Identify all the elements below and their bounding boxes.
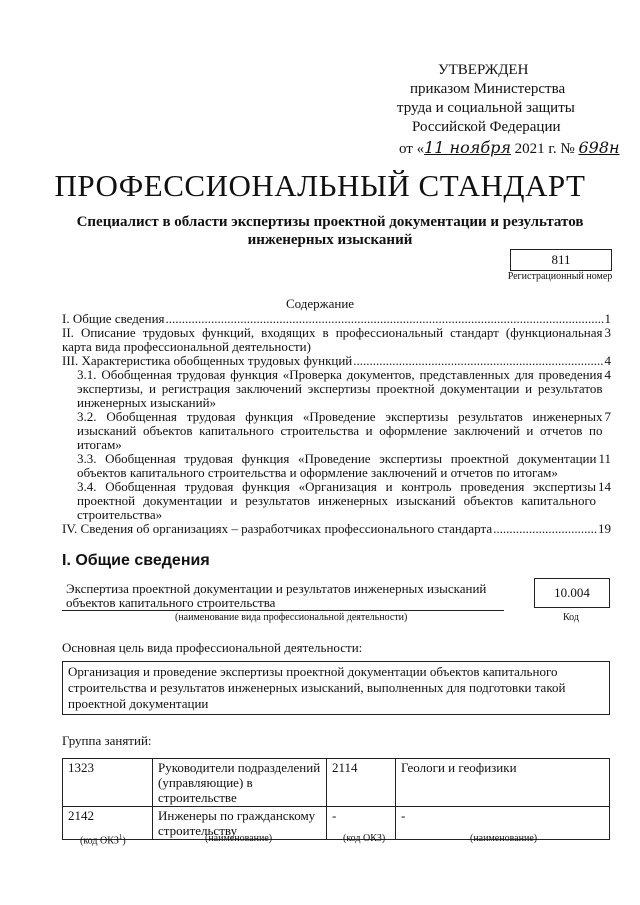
toc-entry-page: 4 <box>604 353 611 368</box>
standard-name: Специалист в области экспертизы проектной документации и результатов инженерных изысканий <box>76 214 584 248</box>
toc-heading: Содержание <box>285 296 355 311</box>
activity-caption: (наименование вида профессиональной деятельности) <box>175 612 408 623</box>
okz-code: 2142 <box>63 807 153 840</box>
toc-entry[interactable] <box>62 452 611 480</box>
toc-entry-page: 7 <box>604 409 611 424</box>
okz-code: 2114 <box>327 759 396 807</box>
toc-entry-text: I. Общие сведения <box>62 311 165 326</box>
toc-entry-text: IV. Сведения об организациях – разработчиках профессионального стандарта <box>62 521 493 536</box>
toc-entry-text: 3.3. Обобщенная трудовая функция «Проведение экспертизы проектной документации объектов капитального строительства и оформление заключений и отчетов по итогам» <box>77 451 597 480</box>
date-middle: 2021 г. № <box>510 141 575 157</box>
occupation-name: Геологи и геофизики <box>396 759 610 807</box>
approval-line-1: приказом Министерства <box>410 81 566 97</box>
occupation-name: Инженеры по гражданскому строительству <box>153 807 327 840</box>
toc-entry[interactable] <box>62 368 611 410</box>
okz-code: 1323 <box>63 759 153 807</box>
toc-entry[interactable] <box>62 480 611 522</box>
toc-entry-page: 1 <box>604 311 611 326</box>
handwritten-date: 11 ноября <box>424 138 511 157</box>
table-of-contents <box>62 312 611 536</box>
activity-kind: Экспертиза проектной документации и результатов инженерных изысканий объектов капитального строительства <box>66 581 487 610</box>
toc-entry-text: 3.1. Обобщенная трудовая функция «Проверка документов, представленных для проведения экспертизы, и регистрация заключений экспертизы проектной документации и результатов инженерных изысканий» <box>77 367 603 410</box>
goal-text: Организация и проведение экспертизы проектной документации объектов капитального строительства и результатов инженерных изысканий, выполненных для подготовки такой проектной документации <box>62 661 610 715</box>
section-heading: I. Общие сведения <box>62 552 210 569</box>
toc-entry[interactable] <box>62 354 611 368</box>
activity-code: 10.004 <box>534 578 610 608</box>
caption-name-2: (наименование) <box>470 833 538 844</box>
approval-title: УТВЕРЖДЕН <box>438 62 529 78</box>
toc-entry-page: 4 <box>604 367 611 382</box>
goal-label: Основная цель вида профессиональной деятельности: <box>62 640 363 655</box>
toc-entry-page: 11 <box>598 451 611 466</box>
caption-code-1: (код ОКЗ$^1$) <box>80 833 126 847</box>
approval-line-3: Российской Федерации <box>412 119 561 135</box>
approval-date-line <box>399 138 620 158</box>
occupation-name: - <box>396 807 610 840</box>
toc-entry-page: 3 <box>604 325 611 340</box>
okz-code: - <box>327 807 396 840</box>
registration-caption: Регистрационный номер <box>507 271 613 282</box>
toc-entry[interactable] <box>62 326 611 354</box>
toc-entry-page: 14 <box>598 479 611 494</box>
toc-entry-text: 3.2. Обобщенная трудовая функция «Проведение экспертизы результатов инженерных изысканий объектов капитального строительства и оформление заключений и отчетов по итогам» <box>77 409 603 452</box>
activity-underline <box>62 610 504 611</box>
toc-entry[interactable] <box>62 522 611 536</box>
date-prefix: от « <box>399 141 425 157</box>
caption-code-2: (код ОКЗ) <box>343 833 386 844</box>
toc-entry-text: III. Характеристика обобщенных трудовых функций <box>62 353 353 368</box>
toc-entry-text: 3.4. Обобщенная трудовая функция «Организация и контроль проведения экспертизы проектной документации и результатов инженерных изысканий объектов капитального строительства» <box>77 479 596 522</box>
activity-code-caption: Код <box>563 612 579 623</box>
toc-entry-text: II. Описание трудовых функций, входящих в профессиональный стандарт (функциональная карта вида профессиональной деятельности) <box>62 325 603 354</box>
handwritten-order-number: 698н <box>578 138 620 157</box>
occupation-table <box>62 758 610 840</box>
toc-entry[interactable] <box>62 312 611 326</box>
caption-name-1: (наименование) <box>205 833 273 844</box>
approval-line-2: труда и социальной защиты <box>397 100 575 116</box>
toc-entry-page: 19 <box>598 521 611 536</box>
occupation-name: Руководители подразделений (управляющие) в строительстве <box>153 759 327 807</box>
occupation-group-label: Группа занятий: <box>62 733 152 748</box>
table-row <box>63 759 610 807</box>
toc-entry[interactable] <box>62 410 611 452</box>
registration-number: 811 <box>510 249 612 271</box>
document-title: ПРОФЕССИОНАЛЬНЫЙ СТАНДАРТ <box>54 168 586 203</box>
